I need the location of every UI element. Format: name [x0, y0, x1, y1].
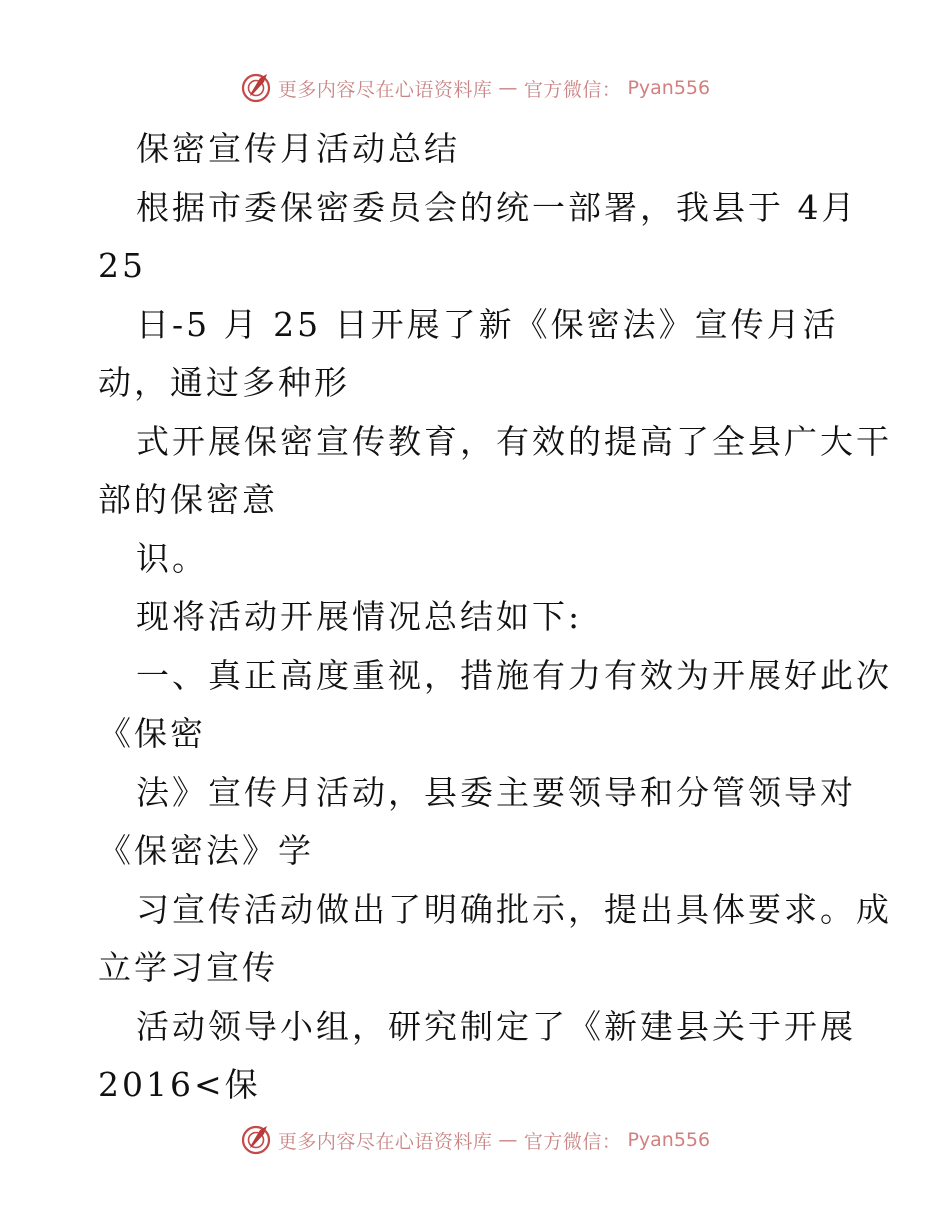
- text-line: 《保密: [98, 714, 206, 753]
- text-line: 立学习宣传: [98, 948, 278, 987]
- quill-pen-logo-icon: [240, 1124, 272, 1156]
- footer-watermark: [0, 1120, 950, 1160]
- watermark-contact: 官方微信：: [523, 78, 622, 101]
- watermark-brand: 更多内容尽在心语资料库: [277, 1130, 493, 1153]
- header-watermark: [0, 68, 950, 108]
- text-line: 识。: [136, 538, 208, 578]
- text-line: 活动领导小组，研究制定了《新建县关于开展: [136, 1006, 856, 1046]
- text-line: 2016<保: [98, 1065, 261, 1104]
- text-line: 式开展保密宣传教育，有效的提高了全县广大干: [136, 421, 892, 461]
- text-line: 《保密法》学: [98, 831, 314, 870]
- text-line: 根据市委保密委员会的统一部署，我县于 4月: [136, 187, 858, 227]
- document-title: 保密宣传月活动总结: [136, 129, 460, 168]
- watermark-contact: 官方微信：: [523, 1130, 622, 1153]
- text-line: 部的保密意: [98, 480, 278, 519]
- document-body: [98, 120, 892, 1115]
- quill-pen-logo-icon: [240, 72, 272, 104]
- watermark-dash: —: [498, 1129, 518, 1151]
- text-line: 一、真正高度重视，措施有力有效为开展好此次: [136, 655, 892, 695]
- watermark-brand: 更多内容尽在心语资料库: [277, 78, 493, 101]
- watermark-id: Pyan556: [627, 77, 711, 99]
- watermark-dash: —: [498, 77, 518, 99]
- text-line: 25: [98, 246, 146, 285]
- text-line: 动，通过多种形: [98, 363, 350, 402]
- watermark-id: Pyan556: [627, 1129, 711, 1151]
- text-line: 法》宣传月活动，县委主要领导和分管领导对: [136, 772, 856, 812]
- text-line: 习宣传活动做出了明确批示，提出具体要求。成: [136, 889, 892, 929]
- text-line: 日-5 月 25 日开展了新《保密法》宣传月活: [136, 304, 839, 344]
- text-line: 现将活动开展情况总结如下:: [136, 597, 583, 636]
